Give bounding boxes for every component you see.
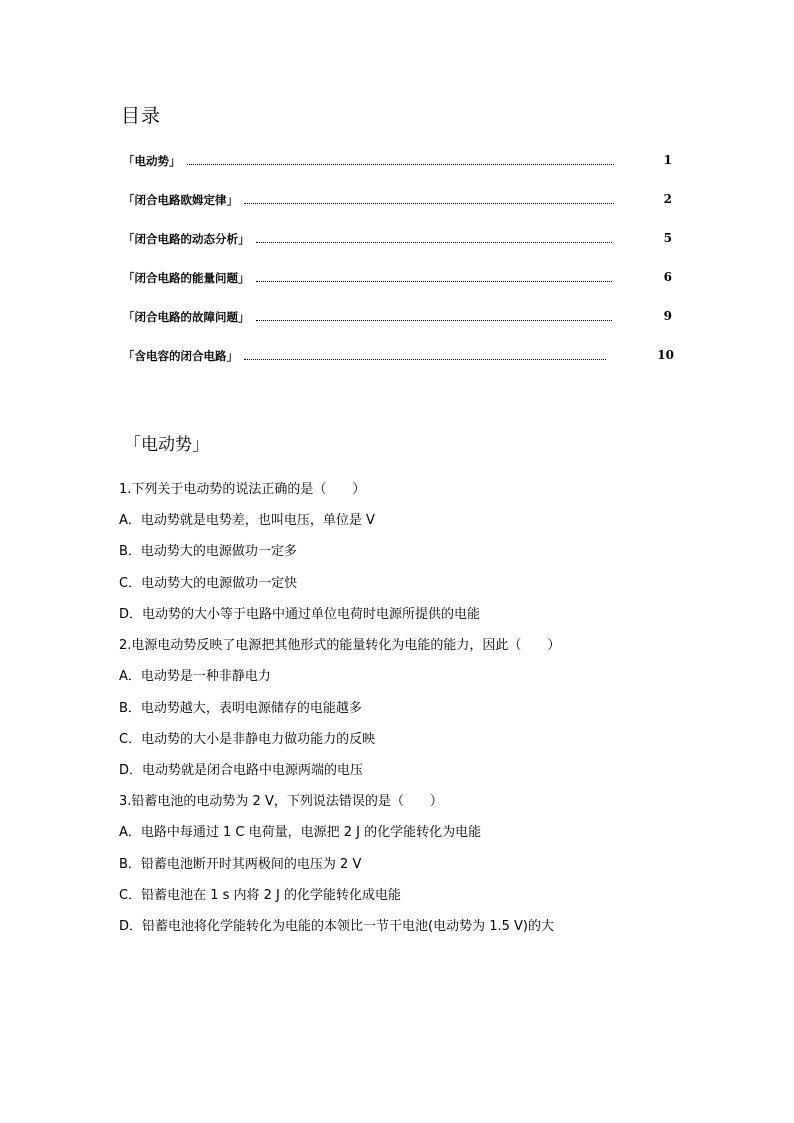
toc-entry-page: 10	[657, 348, 674, 362]
toc-entry[interactable]	[123, 190, 614, 210]
toc-entry-label: 「闭合电路的故障问题」	[123, 310, 250, 324]
question-stem: 2.电源电动势反映了电源把其他形式的能量转化为电能的能力，因此（ ）	[119, 638, 561, 653]
toc-entry[interactable]	[123, 268, 612, 288]
section-title: 「电动势」	[124, 435, 209, 455]
toc-entry-label: 「电动势」	[123, 154, 181, 168]
question-option: C．电动势大的电源做功一定快	[119, 576, 298, 591]
question-stem: 1.下列关于电动势的说法正确的是（ ）	[119, 482, 366, 497]
toc-leader-dots	[187, 162, 614, 165]
toc-leader-dots	[256, 318, 612, 321]
toc-entry[interactable]	[123, 151, 614, 171]
question-stem: 3.铅蓄电池的电动势为 2 V，下列说法错误的是（ ）	[119, 794, 443, 809]
toc-heading: 目录	[121, 105, 162, 127]
question-option: C．铅蓄电池在 1 s 内将 2 J 的化学能转化成电能	[119, 888, 402, 903]
toc-leader-dots	[244, 201, 614, 204]
question-option: D．铅蓄电池将化学能转化为电能的本领比一节干电池(电动势为 1.5 V)的大	[119, 919, 554, 934]
toc-leader-dots	[244, 357, 606, 360]
toc-entry-label: 「闭合电路欧姆定律」	[123, 193, 238, 207]
toc-entry-label: 「含电容的闭合电路」	[123, 349, 238, 363]
question-option: C．电动势的大小是非静电力做功能力的反映	[119, 732, 376, 747]
question-option: B．铅蓄电池断开时其两极间的电压为 2 V	[119, 857, 362, 872]
toc-entry-page: 5	[663, 231, 672, 245]
question-option: A．电动势就是电势差，也叫电压，单位是 V	[119, 513, 375, 528]
question-option: D．电动势的大小等于电路中通过单位电荷时电源所提供的电能	[119, 607, 481, 622]
toc-entry-label: 「闭合电路的动态分析」	[123, 232, 250, 246]
question-option: A．电动势是一种非静电力	[119, 669, 271, 684]
question-option: D．电动势就是闭合电路中电源两端的电压	[119, 763, 364, 778]
toc-entry-page: 6	[663, 270, 672, 284]
toc-entry[interactable]	[123, 346, 606, 366]
toc-entry[interactable]	[123, 307, 612, 327]
question-option: A．电路中每通过 1 C 电荷量，电源把 2 J 的化学能转化为电能	[119, 825, 482, 840]
toc-entry-page: 2	[663, 192, 672, 206]
toc-entry-page: 1	[663, 153, 672, 167]
question-option: B．电动势大的电源做功一定多	[119, 544, 297, 559]
question-option: B．电动势越大，表明电源储存的电能越多	[119, 701, 362, 716]
toc-leader-dots	[256, 279, 612, 282]
toc-leader-dots	[256, 240, 612, 243]
toc-entry-page: 9	[663, 309, 672, 323]
toc-entry-label: 「闭合电路的能量问题」	[123, 271, 250, 285]
toc-entry[interactable]	[123, 229, 612, 249]
